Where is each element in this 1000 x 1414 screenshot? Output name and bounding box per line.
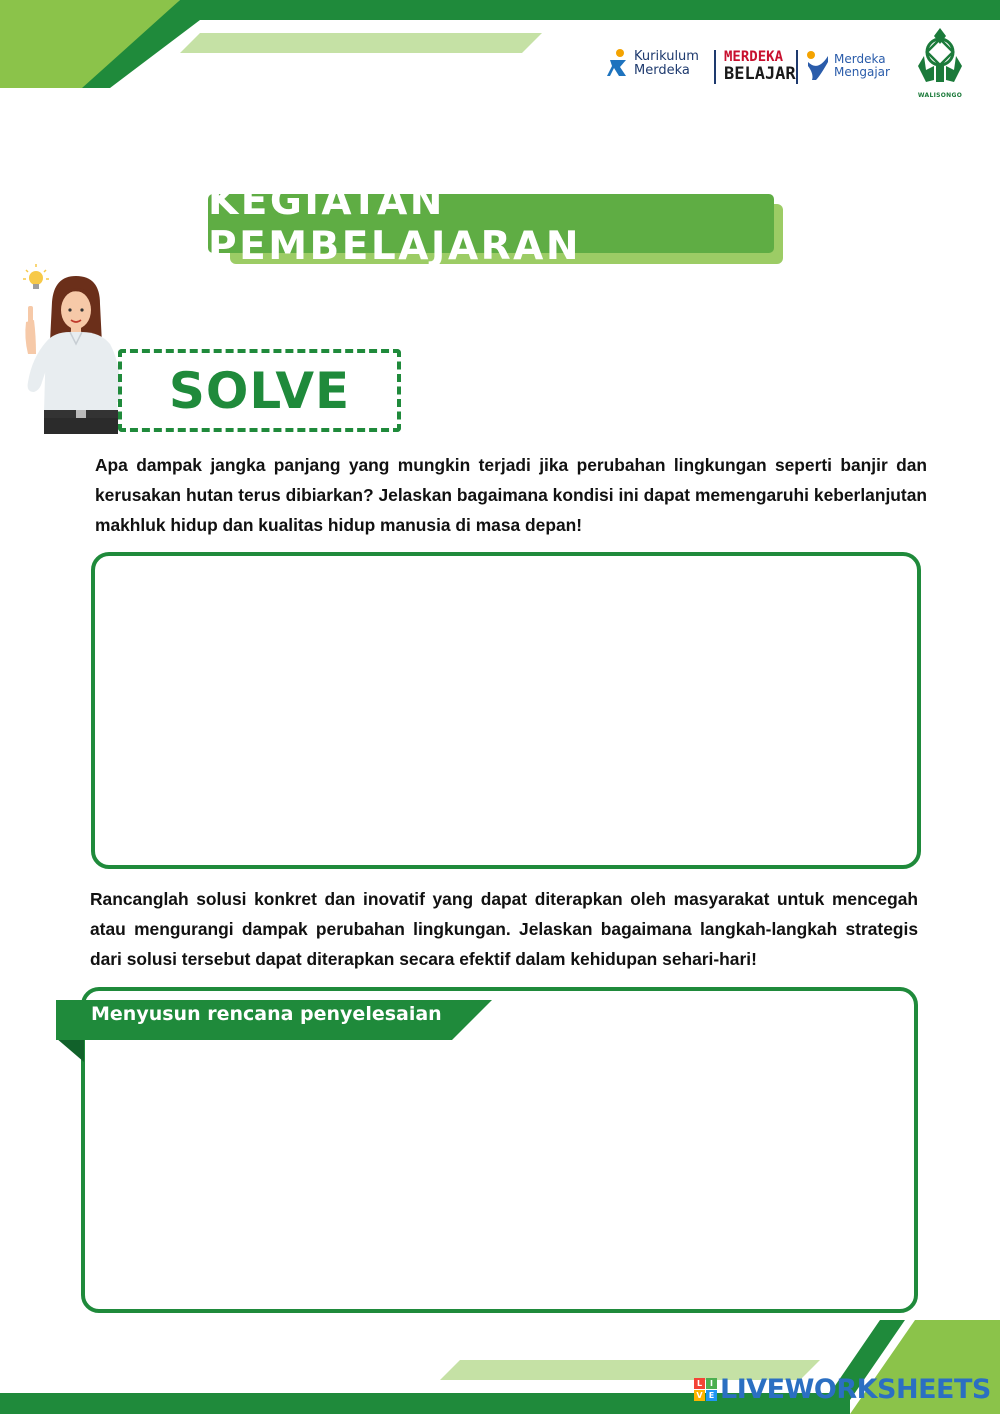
merdeka-mengajar-line2: Mengajar — [834, 65, 890, 79]
walisongo-emblem-icon — [914, 26, 966, 88]
plan-ribbon-label: Menyusun rencana penyelesaian — [91, 1003, 442, 1025]
merdeka-mengajar-line1: Merdeka — [834, 52, 886, 66]
kurikulum-text: Kurikulum — [634, 49, 699, 64]
liveworksheets-icon — [694, 1378, 717, 1401]
kurikulum-merdeka-icon — [606, 48, 630, 80]
merdeka-belajar-logo — [724, 49, 796, 83]
title-banner — [208, 178, 783, 269]
logo-divider — [714, 50, 716, 84]
page-title: KEGIATAN PEMBELAJARAN — [208, 178, 581, 269]
title-banner-box — [208, 178, 774, 269]
lw-icon-e: E — [706, 1390, 717, 1401]
solve-section-label — [118, 349, 401, 432]
merdeka-belajar-line1: MERDEKA — [724, 49, 784, 65]
question-2-text: Rancanglah solusi konkret dan inovatif yang dapat diterapkan oleh masyarakat untuk mencegah atau mengurangi dampak perubahan lingkungan. Jelaskan bagaimana langkah-langkah strategis dari solusi tersebut dapat diterapkan secara efektif dalam kehidupan sehari-hari! — [90, 889, 918, 969]
walisongo-text: WALISONGO — [917, 92, 963, 99]
partner-logos — [606, 40, 966, 110]
logo-divider — [796, 50, 798, 84]
question-1-text: Apa dampak jangka panjang yang mungkin terjadi jika perubahan lingkungan seperti banjir dan kerusakan hutan terus dibiarkan? Jelaskan bagaimana kondisi ini dapat memengaruhi keberlanjutan makhluk hidup dan kualitas hidup manusia di masa depan! — [95, 455, 927, 535]
merdeka-mengajar-icon — [806, 50, 830, 82]
walisongo-logo — [912, 26, 968, 99]
lightbulb-icon — [23, 264, 49, 289]
merdeka-mengajar-logo — [806, 50, 890, 82]
answer-box-1[interactable] — [91, 552, 921, 869]
liveworksheets-text: LIVEWORKSHEETS — [720, 1374, 991, 1405]
kurikulum-merdeka-logo — [606, 48, 699, 80]
lw-icon-v: V — [694, 1390, 705, 1401]
lw-icon-i: I — [706, 1378, 717, 1389]
teacher-illustration — [10, 262, 130, 434]
solve-label: SOLVE — [168, 361, 351, 420]
merdeka-text: Merdeka — [634, 63, 690, 78]
liveworksheets-watermark — [694, 1374, 991, 1405]
lw-icon-l: L — [694, 1378, 705, 1389]
merdeka-belajar-line2: BELAJAR — [724, 64, 796, 84]
